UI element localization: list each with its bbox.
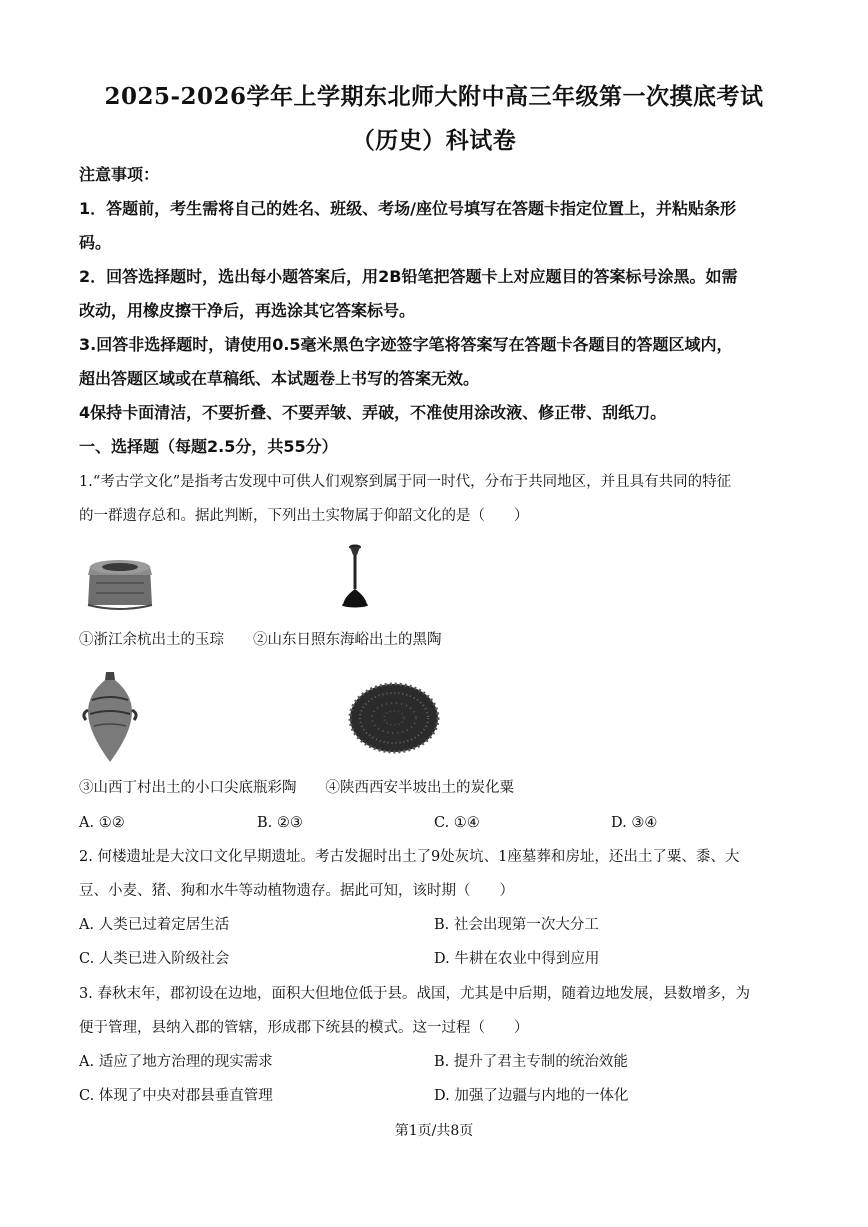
pointed-bottom-bottle-image <box>80 670 140 764</box>
notice-item1-line2: 码。 <box>79 233 112 252</box>
q1-caption-1-2: ①浙江余杭出土的玉琮 ②山东日照东海峪出土的黑陶 <box>79 632 442 648</box>
notice-item1-line1: 1．答题前，考生需将自己的姓名、班级、考场/座位号填写在答题卡指定位置上，并粘贴条形 <box>79 199 736 218</box>
q2-option-d: D. 牛耕在农业中得到应用 <box>434 951 600 967</box>
q1-option-d: D. ③④ <box>611 815 658 831</box>
exam-title: 2025-2026学年上学期东北师大附中高三年级第一次摸底考试 <box>104 83 764 110</box>
q3-stem-line1: 3. 春秋末年，郡初设在边地，面积大但地位低于县。战国，尤其是中后期，随着边地发展，县数增多，为 <box>79 986 750 1002</box>
q1-option-a: A. ①② <box>79 815 125 831</box>
notice-item2-line1: 2．回答选择题时，选出每小题答案后，用2B铅笔把答题卡上对应题目的答案标号涂黑。如需 <box>79 267 738 286</box>
notice-item4: 4保持卡面清洁，不要折叠、不要弄皱、弄破，不准使用涂改液、修正带、刮纸刀。 <box>79 403 667 422</box>
section-heading: 一、选择题（每题2.5分，共55分） <box>79 437 338 456</box>
q1-option-c: C. ①④ <box>434 815 480 831</box>
q3-option-b: B. 提升了君主专制的统治效能 <box>434 1054 628 1070</box>
q2-option-c: C. 人类已进入阶级社会 <box>79 951 230 967</box>
carbonized-millet-image <box>348 680 440 754</box>
q3-stem-line2: 便于管理，县纳入郡的管辖，形成郡下统县的模式。这一过程（ ） <box>79 1020 529 1036</box>
q3-option-d: D. 加强了边疆与内地的一体化 <box>434 1088 629 1104</box>
page-number: 第1页/共8页 <box>394 1123 474 1139</box>
notice-heading: 注意事项： <box>79 165 160 184</box>
notice-item3-line2: 超出答题区域或在草稿纸、本试题卷上书写的答案无效。 <box>79 369 480 388</box>
q1-option-b: B. ②③ <box>257 815 303 831</box>
jade-cong-image <box>84 553 156 615</box>
q1-stem-line1: 1.“考古学文化”是指考古发现中可供人们观察到属于同一时代，分布于共同地区，并且具有共同的特征 <box>79 474 732 490</box>
q2-option-a: A. 人类已过着定居生活 <box>79 917 230 933</box>
q2-option-b: B. 社会出现第一次大分工 <box>434 917 599 933</box>
q2-stem-line1: 2. 何楼遗址是大汶口文化早期遗址。考古发掘时出土了9处灰坑、1座墓葬和房址，还出土了粟、黍、大 <box>79 849 740 865</box>
exam-subtitle: （历史）科试卷 <box>351 127 517 154</box>
q1-stem-line2: 的一群遗存总和。据此判断，下列出土实物属于仰韶文化的是（ ） <box>79 508 529 524</box>
notice-item2-line2: 改动，用橡皮擦干净后，再选涂其它答案标号。 <box>79 301 416 320</box>
black-pottery-cup-image <box>338 541 378 611</box>
q3-option-a: A. 适应了地方治理的现实需求 <box>79 1054 273 1070</box>
q3-option-c: C. 体现了中央对郡县垂直管理 <box>79 1088 273 1104</box>
q2-stem-line2: 豆、小麦、猪、狗和水牛等动植物遗存。据此可知，该时期（ ） <box>79 883 514 899</box>
notice-item3-line1: 3.回答非选择题时，请使用0.5毫米黑色字迹签字笔将答案写在答题卡各题目的答题区域内， <box>79 335 733 354</box>
q1-caption-3-4: ③山西丁村出土的小口尖底瓶彩陶 ④陕西西安半坡出土的炭化粟 <box>79 780 514 796</box>
